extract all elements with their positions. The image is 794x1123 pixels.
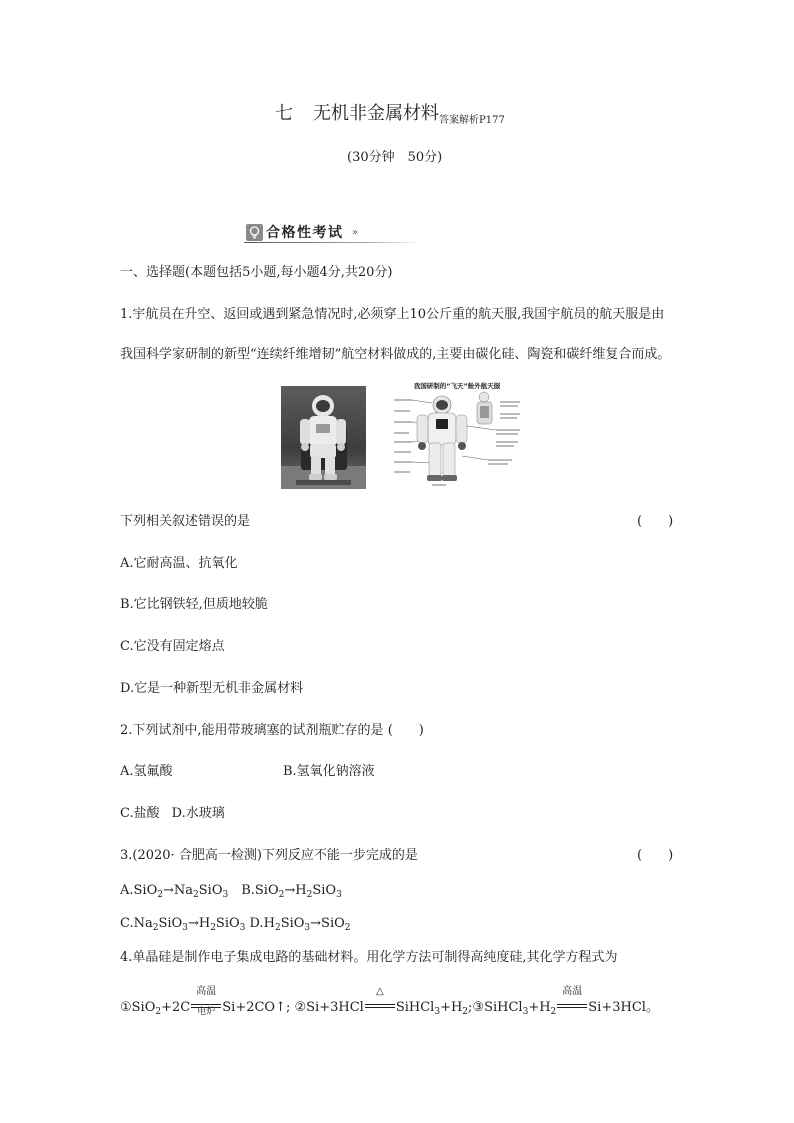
- subscript: 3: [336, 890, 342, 900]
- formula-text: +2C: [161, 1000, 191, 1015]
- formula-text: →Na: [162, 883, 194, 898]
- q2-stem-line: [120, 722, 424, 740]
- formula-text: →H: [284, 883, 307, 898]
- part-heading: 一、选择题(本题包括5小题,每小题4分,共20分): [120, 265, 393, 280]
- subscript: 2: [274, 923, 281, 933]
- q2-option-c[interactable]: C.盐酸: [120, 806, 160, 821]
- subscript: 2: [193, 890, 199, 900]
- formula-text: Si+2CO↑; ②Si+3HCl: [222, 1000, 364, 1015]
- formula-text: SiO: [312, 883, 337, 898]
- q1-text-line-1: 1.宇航员在升空、返回或遇到紧急情况时,必须穿上10公斤重的航天服,我国宇航员的航天服是由: [120, 307, 665, 322]
- q1-option-b[interactable]: B.它比钢铁轻,但质地较脆: [120, 597, 268, 612]
- q1-text-line-2: 我国科学家研制的新型“连续纤维增韧”航空材料做成的,主要由碳化硅、陶瓷和碳纤维复合而成。: [120, 347, 671, 362]
- chapter-number: 七: [275, 103, 293, 124]
- q2-options-row-2: [120, 805, 225, 823]
- subscript: 3: [434, 1007, 441, 1017]
- subscript: 3: [304, 923, 311, 933]
- astronaut-photo: [281, 386, 366, 489]
- q1-question: 下列相关叙述错误的是: [120, 514, 251, 529]
- equals-bars: [365, 1004, 395, 1008]
- reaction-condition-sign: [191, 986, 221, 1017]
- q4-equations: [120, 986, 659, 1018]
- chapter-title: 无机非金属材料: [313, 103, 439, 124]
- formula-text: SiHCl: [395, 1000, 435, 1015]
- reaction-condition-sign: [365, 986, 395, 1011]
- condition-top: 高温: [196, 986, 217, 997]
- formula-text: A.SiO: [120, 883, 158, 898]
- section-underline: [244, 242, 424, 243]
- formula-text: Si+3HCl。: [588, 1000, 659, 1015]
- formula-text: C.Na: [120, 916, 153, 931]
- formula-text: B.SiO: [228, 883, 279, 898]
- subscript: 3: [239, 923, 246, 933]
- q2-answer-blank[interactable]: ( ): [387, 723, 424, 738]
- q2-option-d[interactable]: D.水玻璃: [171, 806, 225, 821]
- figure-caption: 我国研制的“飞天”舱外航天服: [413, 382, 501, 390]
- equals-bars: [557, 1004, 587, 1008]
- q1-option-a[interactable]: A.它耐高温、抗氧化: [120, 556, 238, 571]
- formula-text: SiO: [158, 916, 183, 931]
- spacesuit-illustration: [392, 381, 522, 491]
- time-and-score: (30分钟 50分): [347, 150, 443, 165]
- q1-answer-blank[interactable]: ( ): [637, 514, 674, 529]
- formula-text: D.H: [245, 916, 275, 931]
- q3-options-row-1[interactable]: [120, 882, 342, 901]
- q2-option-a[interactable]: A.氢氟酸: [120, 764, 173, 779]
- q2-stem: 2.下列试剂中,能用带玻璃塞的试剂瓶贮存的是: [120, 723, 384, 738]
- subscript: 2: [152, 923, 159, 933]
- subscript: 3: [522, 1007, 529, 1017]
- subscript: 2: [306, 890, 313, 900]
- q3-stem: 3.(2020· 合肥高一检测)下列反应不能一步完成的是: [120, 848, 418, 863]
- formula-text: ①SiO: [120, 1000, 156, 1015]
- condition-top: 高温: [562, 986, 583, 997]
- formula-text: +H: [440, 1000, 463, 1015]
- q3-answer-blank[interactable]: ( ): [637, 848, 674, 863]
- answer-reference-link[interactable]: 答案解析P177: [439, 115, 505, 126]
- double-chevron-icon: »: [352, 227, 359, 238]
- reaction-condition-sign: [557, 986, 587, 1011]
- q1-option-d[interactable]: D.它是一种新型无机非金属材料: [120, 681, 304, 696]
- spacesuit-diagram: [392, 381, 522, 491]
- condition-bottom: 电炉: [197, 1007, 216, 1017]
- formula-text: SiO: [198, 883, 223, 898]
- q3-options-row-2[interactable]: [120, 915, 351, 934]
- subscript: 2: [278, 890, 285, 900]
- q4-stem: 4.单晶硅是制作电子集成电路的基础材料。用化学方法可制得高纯度硅,其化学方程式为: [120, 950, 618, 965]
- subscript: 3: [222, 890, 229, 900]
- subscript: 2: [155, 1007, 162, 1017]
- subscript: 2: [462, 1007, 469, 1017]
- subscript: 2: [344, 923, 351, 933]
- subscript: 3: [182, 923, 188, 933]
- formula-text: →H: [187, 916, 211, 931]
- formula-text: →SiO: [310, 916, 345, 931]
- section-label: 合格性考试: [266, 225, 344, 241]
- q2-option-b[interactable]: B.氢氧化钠溶液: [283, 764, 375, 779]
- formula-text: ;③SiHCl: [468, 1000, 523, 1015]
- heat-symbol: △: [375, 986, 384, 997]
- formula-text: SiO: [280, 916, 305, 931]
- subscript: 2: [550, 1007, 557, 1017]
- section-header: [244, 223, 424, 245]
- lightbulb-icon: [246, 224, 263, 241]
- formula-text: SiO: [215, 916, 240, 931]
- q1-option-c[interactable]: C.它没有固定熔点: [120, 639, 225, 654]
- subscript: 2: [157, 890, 163, 900]
- page-title: [275, 102, 505, 129]
- subscript: 2: [210, 923, 216, 933]
- formula-text: +H: [528, 1000, 551, 1015]
